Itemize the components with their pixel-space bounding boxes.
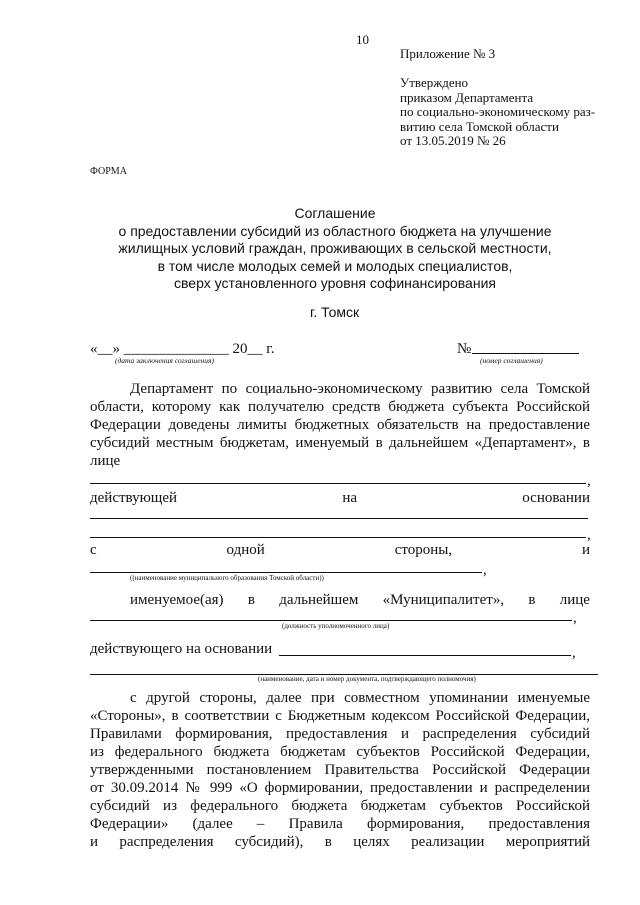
title-line: сверх установленного уровня софинансирования: [174, 275, 496, 291]
acting-word: основании: [522, 490, 590, 506]
basis-line-1: [90, 518, 588, 519]
title-line: Соглашение: [294, 205, 376, 221]
parties-paragraph: [90, 689, 590, 851]
named-line: [130, 591, 590, 609]
parties-line: от 30.09.2014 № 999 «О формировании, предоставлении и распределении: [90, 780, 590, 796]
date-field: «__» ______________ 20__ г.: [90, 341, 275, 357]
acting-word: действующей: [90, 490, 178, 506]
municipality-line: [90, 572, 482, 573]
preamble-line: Департамент по социально-экономическому развитию села Томской: [130, 381, 590, 397]
comma: ,: [572, 645, 576, 661]
parties-line: субсидий из федерального бюджета бюджетам субъектов Российской: [90, 798, 590, 814]
parties-line: Правилами формирования, предоставления и распределения субсидий: [90, 726, 590, 742]
approval-line: витию села Томской области: [400, 118, 559, 134]
approval-line: по социально-экономическому раз-: [400, 104, 596, 119]
one-side-word: и: [581, 542, 590, 558]
parties-line: «Стороны», в соответствии с Бюджетным кодексом Российской Федерации,: [90, 708, 590, 724]
representative-line: [90, 483, 586, 484]
page-number: 10: [356, 32, 369, 47]
title-line: о предоставлении субсидий из областного бюджета на улучшение: [118, 222, 552, 239]
municipality-caption: ((наименование муниципального образования Томской области)): [130, 574, 324, 582]
number-field-line: [472, 353, 579, 354]
approval-block: [400, 76, 595, 149]
one-side-line: [90, 541, 590, 559]
one-side-word: стороны,: [394, 542, 453, 558]
basis-line-2: [90, 537, 586, 538]
comma: ,: [573, 610, 577, 626]
acting-basis-label: действующего на основании: [90, 641, 273, 657]
acting-line: [90, 489, 590, 507]
appendix-label: Приложение № 3: [400, 46, 496, 61]
document-caption: (наименование, дата и номер документа, подтверждающего полномочия): [258, 675, 476, 683]
number-caption: (номер соглашения): [480, 356, 543, 365]
approval-line: Утверждено: [400, 75, 469, 90]
number-label: №: [457, 341, 472, 357]
agreement-title: [70, 205, 600, 293]
acting-word: на: [342, 490, 358, 506]
municipality-caption-text: (наименование муниципального образования Томской области): [132, 574, 322, 582]
named-word: в: [528, 592, 536, 608]
title-line: жилищных условий граждан, проживающих в сельской местности,: [118, 240, 552, 256]
named-word: в: [247, 592, 255, 608]
official-line: [90, 620, 572, 621]
parties-line: утвержденными постановлением Правительства Российской Федерации: [90, 762, 590, 778]
document-line-1: [279, 655, 571, 656]
comma: ,: [587, 527, 591, 543]
one-side-word: одной: [226, 542, 265, 558]
parties-line: с другой стороны, далее при совместном упоминании именуемые: [130, 690, 590, 706]
preamble-line: Федерации доведены лимиты бюджетных обязательств на предоставление: [90, 417, 590, 433]
title-line: в том числе молодых семей и молодых специалистов,: [157, 257, 513, 274]
named-word: «Муниципалитет»,: [382, 592, 505, 608]
approval-line: от 13.05.2019 № 26: [400, 133, 506, 148]
preamble-line: области, которому как получателю средств бюджета субъекта Российской: [90, 399, 590, 415]
one-side-word: с: [90, 542, 97, 558]
comma: ,: [587, 473, 591, 489]
preamble-line: субсидий местным бюджетам, именуемый в дальнейшем «Департамент», в: [90, 435, 590, 451]
official-caption: (должность уполномоченного лица): [282, 622, 390, 630]
comma: ,: [483, 562, 487, 578]
city-label: г. Томск: [310, 304, 360, 320]
form-label: ФОРМА: [90, 166, 127, 177]
date-caption: (дата заключения соглашения): [115, 356, 214, 365]
named-word: именуемое(ая): [130, 592, 224, 608]
named-word: лице: [559, 592, 590, 608]
parties-line: и распределения субсидий), в целях реализации мероприятий: [90, 834, 590, 850]
preamble-paragraph: [90, 380, 590, 470]
parties-line: из федерального бюджета бюджетам субъектов Российской Федерации,: [90, 744, 590, 760]
parties-line: Федерации» (далее – Правила формирования, предоставления: [90, 816, 590, 832]
approval-line: приказом Департамента: [400, 89, 534, 105]
named-word: дальнейшем: [279, 592, 359, 608]
preamble-line: лице: [90, 453, 121, 469]
